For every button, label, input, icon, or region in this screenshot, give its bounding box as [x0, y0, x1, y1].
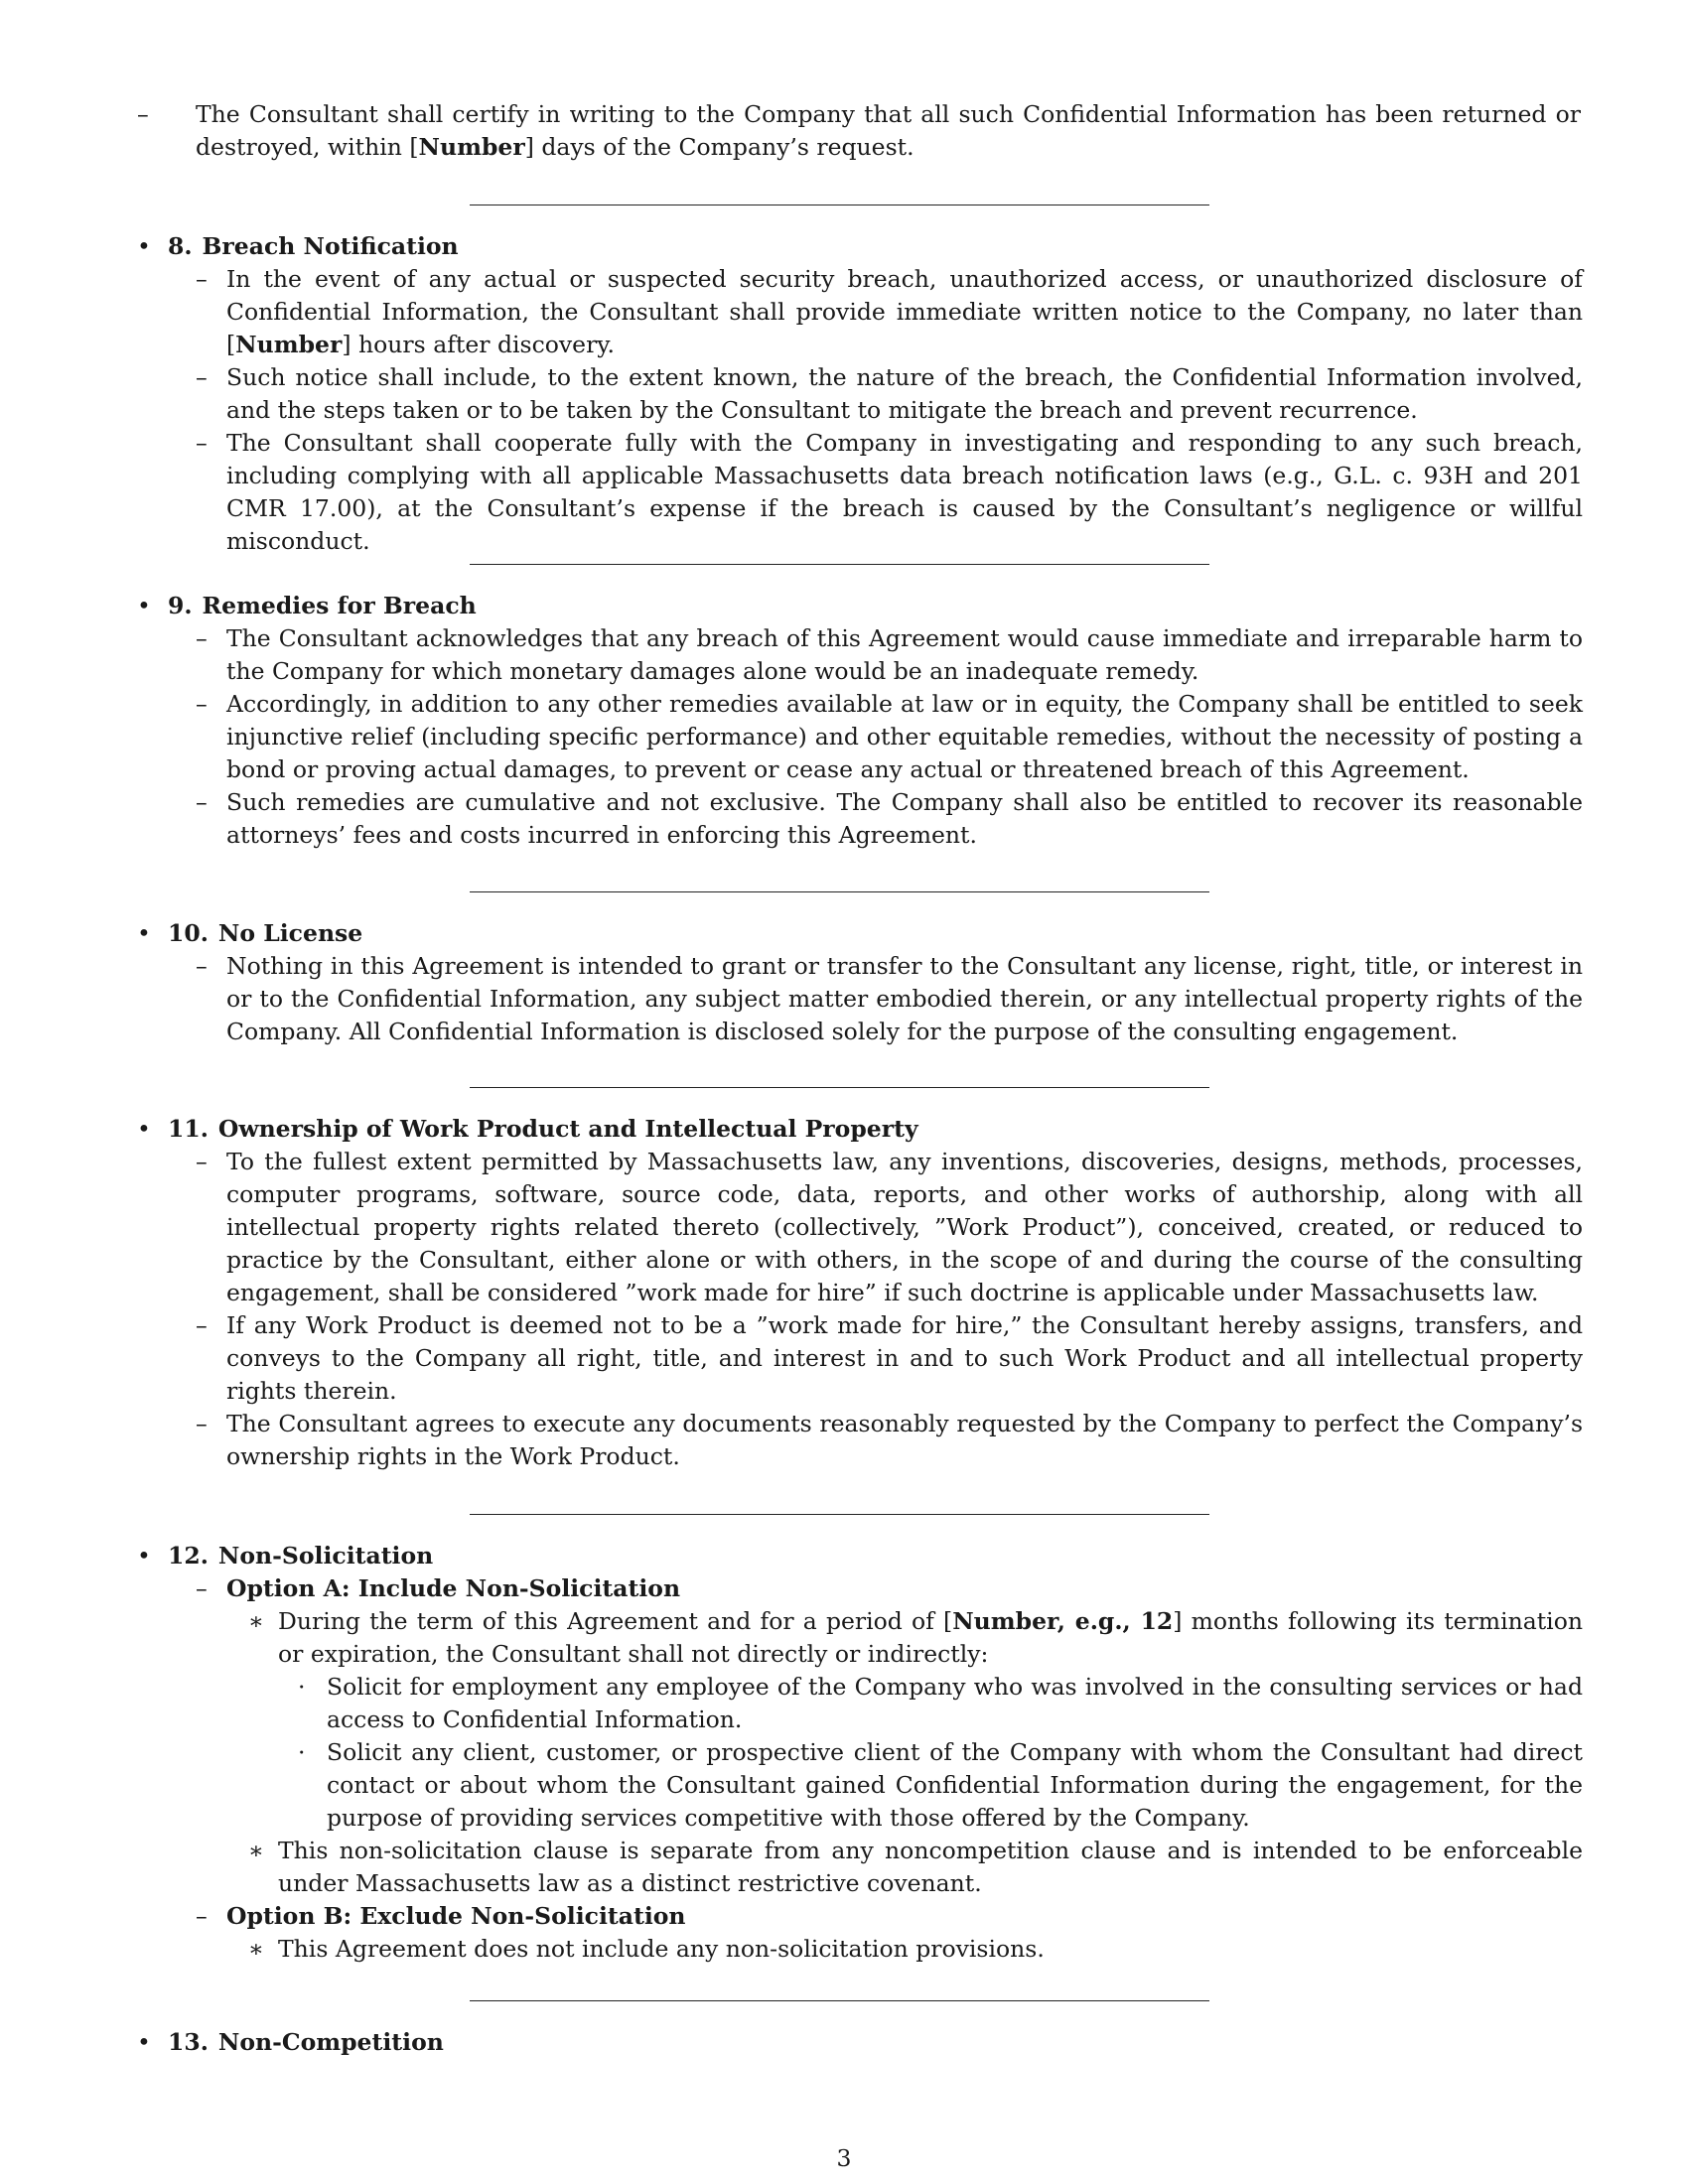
- dash-bullet: –: [196, 624, 208, 652]
- section-heading: 12. Non-Solicitation: [168, 1542, 434, 1570]
- list-item: ∗ This Agreement does not include any non-solicitation provisions.: [248, 1933, 1583, 1966]
- section-10: [137, 917, 1583, 1048]
- section-bullet: •: [137, 919, 151, 947]
- section-heading: 9. Remedies for Breach: [168, 592, 477, 619]
- dot-bullet: ·: [298, 1673, 306, 1701]
- dash-bullet: –: [196, 363, 208, 391]
- dash-bullet: –: [196, 1148, 208, 1175]
- section-13: [137, 2026, 1583, 2059]
- section-heading: 8. Breach Notification: [168, 232, 459, 260]
- dash-bullet: –: [196, 429, 208, 457]
- dash-bullet: –: [196, 1902, 208, 1930]
- section-heading: 10. No License: [168, 919, 363, 947]
- section-bullet: •: [137, 1542, 151, 1570]
- section-bullet: •: [137, 2028, 151, 2056]
- section-divider: [470, 564, 1209, 565]
- option-a-heading: – Option A: Include Non-Solicitation: [196, 1572, 1583, 1605]
- list-item: – Nothing in this Agreement is intended to grant or transfer to the Consultant any license, right, title, or interest in or to the Confidential Information, any subject matter embodied therein, or any intellectual property rights of the Company. All Confidential Information is disclosed solely for the purpose of the consulting engagement.: [196, 952, 1583, 1045]
- list-item: – In the event of any actual or suspected security breach, unauthorized access, or unauthorized disclosure of Confidential Information, the Consultant shall provide immediate written notice to the Company, no later than [Number] hours after discovery.: [196, 265, 1583, 358]
- dash-bullet: –: [196, 952, 208, 980]
- dot-bullet: ·: [298, 1738, 306, 1766]
- section-bullet: •: [137, 232, 151, 260]
- list-item: ∗ During the term of this Agreement and for a period of [Number, e.g., 12] months following its termination or expiration, the Consultant shall not directly or indirectly:: [248, 1607, 1583, 1668]
- dash-bullet: –: [196, 265, 208, 293]
- star-bullet: ∗: [248, 1607, 264, 1635]
- page-number: 3: [836, 2144, 852, 2172]
- list-item: – The Consultant acknowledges that any breach of this Agreement would cause immediate and irreparable harm to the Company for which monetary damages alone would be an inadequate remedy.: [196, 624, 1583, 685]
- section-12: [137, 1540, 1583, 1966]
- star-bullet: ∗: [248, 1935, 264, 1963]
- list-item: · Solicit any client, customer, or prospective client of the Company with whom the Consultant had direct contact or about whom the Consultant gained Confidential Information during the engagement, for the purpose of providing services competitive with those offered by the Company.: [298, 1738, 1583, 1832]
- dash-bullet: –: [196, 1574, 208, 1602]
- list-item: – Such notice shall include, to the extent known, the nature of the breach, the Confidential Information involved, and the steps taken or to be taken by the Consultant to mitigate the breach and prevent recurrence.: [196, 363, 1583, 424]
- list-item: – Accordingly, in addition to any other remedies available at law or in equity, the Company shall be entitled to seek injunctive relief (including specific performance) and other equitable remedies, without the necessity of posting a bond or proving actual damages, to prevent or cease any actual or threatened breach of this Agreement.: [196, 690, 1583, 783]
- section-divider: [470, 2000, 1209, 2001]
- dash-bullet: –: [137, 100, 149, 128]
- dash-bullet: –: [196, 690, 208, 718]
- list-item: ∗ This non-solicitation clause is separate from any noncompetition clause and is intended to be enforceable under Massachusetts law as a distinct restrictive covenant.: [248, 1837, 1583, 1897]
- section-divider: [470, 1087, 1209, 1088]
- star-bullet: ∗: [248, 1837, 264, 1864]
- section-divider: [470, 891, 1209, 892]
- list-item-text: The Consultant shall certify in writing to the Company that all such Confidential Information has been returned or destroyed, within [Number] days of the Company’s request.: [196, 100, 1581, 161]
- section-bullet: •: [137, 592, 151, 619]
- list-item: · Solicit for employment any employee of the Company who was involved in the consulting services or had access to Confidential Information.: [298, 1673, 1583, 1733]
- option-b-heading: – Option B: Exclude Non-Solicitation: [196, 1900, 1583, 1933]
- continued-item: [137, 98, 1581, 164]
- list-item: – If any Work Product is deemed not to be a ”work made for hire,” the Consultant hereby assigns, transfers, and conveys to the Company all right, title, and interest in and to such Work Product and all intellectual property rights therein.: [196, 1311, 1583, 1405]
- section-9: [137, 590, 1583, 852]
- section-divider: [470, 1514, 1209, 1515]
- dash-bullet: –: [196, 788, 208, 816]
- section-8: [137, 230, 1583, 558]
- list-item: – The Consultant shall cooperate fully with the Company in investigating and responding to any such breach, including complying with all applicable Massachusetts data breach notification laws (e.g., G.L. c. 93H and 201 CMR 17.00), at the Consultant’s expense if the breach is caused by the Consultant’s negligence or willful misconduct.: [196, 429, 1583, 555]
- list-item: – To the fullest extent permitted by Massachusetts law, any inventions, discoveries, designs, methods, processes, computer programs, software, source code, data, reports, and other works of authorship, along with all intellectual property rights related thereto (collectively, ”Work Product”), conceived, created, or reduced to practice by the Consultant, either alone or with others, in the scope of and during the course of the consulting engagement, shall be considered ”work made for hire” if such doctrine is applicable under Massachusetts law.: [196, 1148, 1583, 1306]
- section-11: [137, 1113, 1583, 1473]
- section-bullet: •: [137, 1115, 151, 1143]
- list-item: – Such remedies are cumulative and not exclusive. The Company shall also be entitled to recover its reasonable attorneys’ fees and costs incurred in enforcing this Agreement.: [196, 788, 1583, 849]
- section-heading: 11. Ownership of Work Product and Intellectual Property: [168, 1115, 918, 1143]
- dash-bullet: –: [196, 1311, 208, 1339]
- section-heading: 13. Non-Competition: [168, 2028, 444, 2056]
- dash-bullet: –: [196, 1410, 208, 1437]
- list-item: – The Consultant agrees to execute any documents reasonably requested by the Company to perfect the Company’s ownership rights in the Work Product.: [196, 1410, 1583, 1470]
